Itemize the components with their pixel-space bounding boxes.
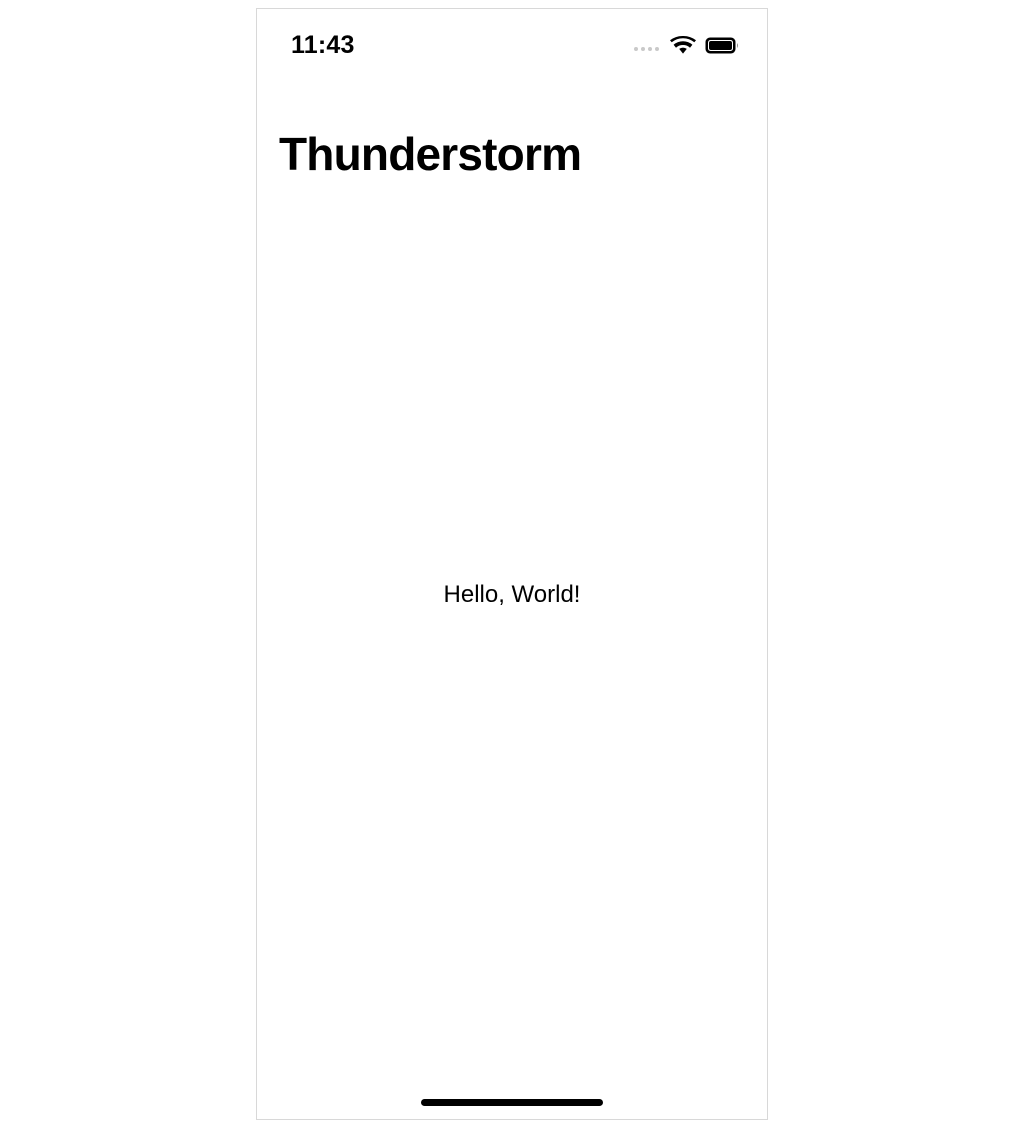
wifi-icon [670, 36, 696, 55]
phone-simulator-frame [256, 8, 768, 1120]
hello-world-label: Hello, World! [443, 580, 581, 608]
status-bar-indicators [634, 26, 739, 55]
cellular-dots-icon [634, 39, 659, 51]
status-bar [257, 9, 767, 71]
status-bar-time: 11:43 [291, 30, 355, 59]
home-indicator[interactable] [421, 1099, 603, 1106]
main-content [257, 71, 767, 1119]
page-title: Thunderstorm [279, 128, 582, 180]
battery-full-icon [705, 37, 739, 54]
